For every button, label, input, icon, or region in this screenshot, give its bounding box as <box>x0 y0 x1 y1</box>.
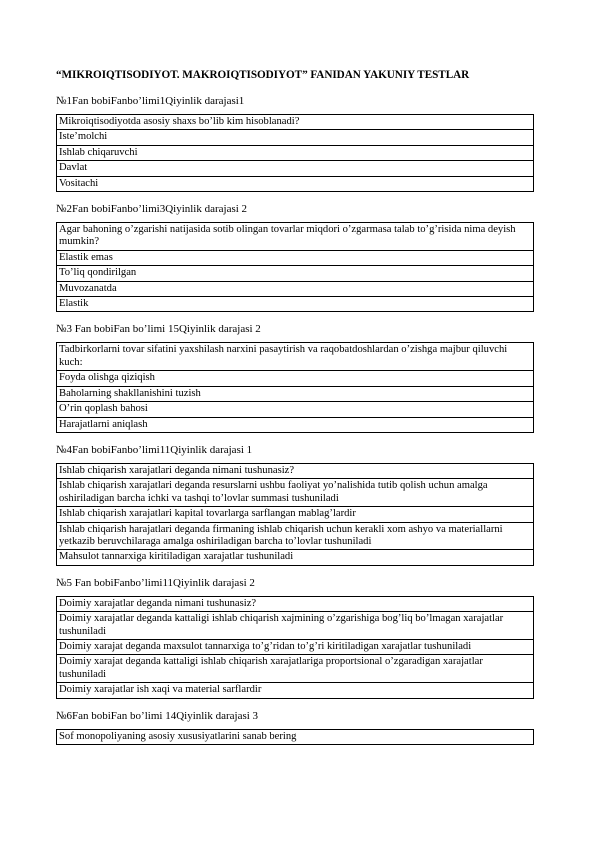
answer-option: Baholarning shakllanishini tuzish <box>57 386 534 401</box>
question-text: Sof monopoliyaning asosiy xususiyatlarini sanab bering <box>57 729 534 744</box>
answer-option: Ishlab chiqarish harajatlari deganda firmaning ishlab chiqarish uchun kerakli xom ashyo va materiallarni yetkazib beruvchilaraga amalga oshiriladigan barcha to’lovlar tushuniladi <box>57 522 534 550</box>
answer-option: Ishlab chiqaruvchi <box>57 145 534 160</box>
answer-option: Davlat <box>57 161 534 176</box>
question-block <box>56 203 534 312</box>
question-table <box>56 463 534 566</box>
answer-option: O’rin qoplash bahosi <box>57 402 534 417</box>
question-table <box>56 729 534 745</box>
answer-option: To’liq qondirilgan <box>57 266 534 281</box>
question-text: Mikroiqtisodiyotda asosiy shaxs bo’lib kim hisoblanadi? <box>57 115 534 130</box>
question-header: №2Fan bobiFanbo’limi3Qiyinlik darajasi 2 <box>56 203 248 216</box>
question-header: №6Fan bobiFan bo’limi 14Qiyinlik darajasi 3 <box>56 709 259 722</box>
question-block <box>56 444 534 566</box>
question-table <box>56 342 534 432</box>
question-text: Ishlab chiqarish xarajatlari deganda nimani tushunasiz? <box>57 463 534 478</box>
answer-option: Elastik emas <box>57 250 534 265</box>
question-header: №1Fan bobiFanbo’limi1Qiyinlik darajasi1 <box>56 95 245 107</box>
question-text: Tadbirkorlarni tovar sifatini yaxshilash narxini pasaytirish va raqobatdoshlardan o’zishga majbur qiluvchi kuch: <box>57 343 534 371</box>
answer-option: Ishlab chiqarish xarajatlari kapital tovarlarga sarflangan mablag’lardir <box>57 507 534 522</box>
question-block <box>56 710 534 745</box>
answer-option: Mahsulot tannarxiga kiritiladigan xarajatlar tushuniladi <box>57 550 534 565</box>
question-header: №3 Fan bobiFan bo’limi 15Qiyinlik darajasi 2 <box>56 323 261 336</box>
question-block <box>56 95 534 192</box>
question-header: №4Fan bobiFanbo’limi11Qiyinlik darajasi 1 <box>56 443 253 456</box>
question-table <box>56 114 534 192</box>
answer-option: Harajatlarni aniqlash <box>57 417 534 432</box>
question-text: Agar bahoning o’zgarishi natijasida sotib olingan tovarlar miqdori o’zgarmasa talab to’g’risida nima deyish mumkin? <box>57 223 534 251</box>
question-table <box>56 222 534 312</box>
answer-option: Iste’molchi <box>57 130 534 145</box>
question-text: Doimiy xarajatlar deganda nimani tushunasiz? <box>57 596 534 611</box>
answer-option: Foyda olishga qiziqish <box>57 371 534 386</box>
answer-option: Doimiy xarajat deganda kattaligi ishlab chiqarish xarajatlariga proportsional o’zgaradigan xarajatlar tushuniladi <box>57 655 534 683</box>
question-block <box>56 577 534 699</box>
document-title: “MIKROIQTISODIYOT. MAKROIQTISODIYOT” FANIDAN YAKUNIY TESTLAR <box>56 69 470 81</box>
answer-option: Elastik <box>57 297 534 312</box>
answer-option: Doimiy xarajatlar deganda kattaligi ishlab chiqarish xajmining o’zgarishiga bog’liq bo’lmagan xarajatlar tushuniladi <box>57 612 534 640</box>
answer-option: Vositachi <box>57 176 534 191</box>
answer-option: Doimiy xarajatlar ish xaqi va material sarflardir <box>57 683 534 698</box>
answer-option: Ishlab chiqarish xarajatlari deganda resurslarni ushbu faoliyat yo’nalishida tutib qolish uchun amalga oshiriladigan barcha ichki va tashqi to’lovlar summasi tushuniladi <box>57 479 534 507</box>
question-header: №5 Fan bobiFanbo’limi11Qiyinlik darajasi 2 <box>56 576 255 589</box>
answer-option: Doimiy xarajat deganda maxsulot tannarxiga to’g’ridan to’g’ri kiritiladigan xarajatlar tushuniladi <box>57 639 534 654</box>
answer-option: Muvozanatda <box>57 281 534 296</box>
question-block <box>56 323 534 432</box>
test-document <box>56 69 534 756</box>
question-table <box>56 596 534 699</box>
